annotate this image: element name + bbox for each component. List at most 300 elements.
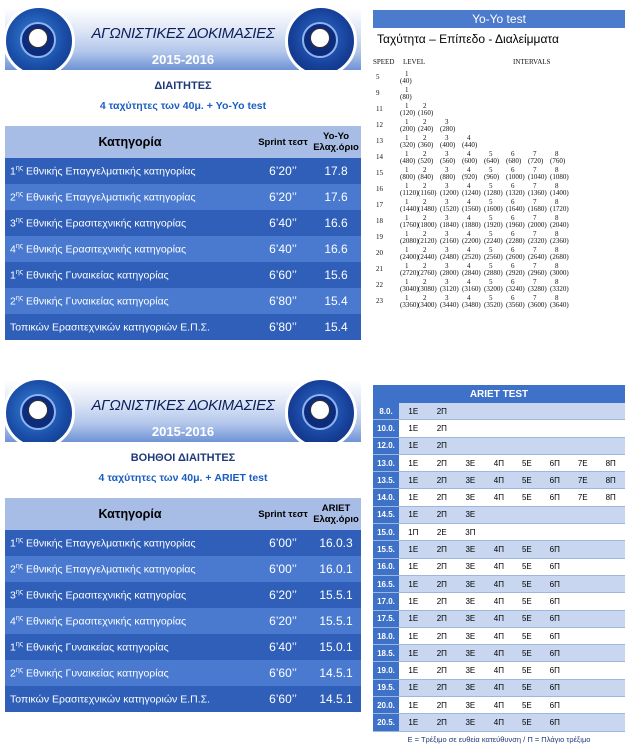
category-ordinal: 1 xyxy=(10,641,16,654)
ariet-interval: 6Π xyxy=(541,454,570,471)
yoyo-level-number: 6 xyxy=(511,150,515,158)
yoyo-distance: (1920) xyxy=(484,221,503,229)
table-row xyxy=(373,575,625,592)
ariet-interval: 2Π xyxy=(428,662,457,679)
banner-year: 2015-2016 xyxy=(151,52,215,67)
yoyo-level-number: 8 xyxy=(555,214,559,222)
ariet-interval: 6Π xyxy=(541,489,570,506)
minimum-level: 16.0.1 xyxy=(311,556,361,582)
yoyo-level-number: 4 xyxy=(467,134,471,142)
yoyo-distance: (920) xyxy=(462,173,478,181)
ariet-interval: 4Π xyxy=(485,593,514,610)
yoyo-level-number: 7 xyxy=(533,166,537,174)
ariet-interval: 6Π xyxy=(541,593,570,610)
yoyo-distance: (2600) xyxy=(506,253,525,261)
yoyo-level-number: 7 xyxy=(533,214,537,222)
sprint-time: 6’80’’ xyxy=(255,314,311,340)
yoyo-level-number: 5 xyxy=(489,246,493,254)
yoyo-distance: (2000) xyxy=(528,221,547,229)
yoyo-speed: 15 xyxy=(376,169,383,177)
yoyo-distance: (3040) xyxy=(400,285,419,293)
ariet-interval: 6Π xyxy=(541,541,570,558)
yoyo-distance: (2880) xyxy=(484,269,503,277)
yoyo-level-number: 2 xyxy=(423,278,427,286)
yoyo-distance: (1760) xyxy=(400,221,419,229)
yoyo-speed: 9 xyxy=(376,89,380,97)
yoyo-distance: (1000) xyxy=(506,173,525,181)
ariet-interval: 5Ε xyxy=(513,627,540,644)
assistant-referees-panel xyxy=(5,380,361,712)
minimum-level: 15.5.1 xyxy=(311,582,361,608)
yoyo-distance: (3520) xyxy=(484,301,503,309)
ariet-interval: 4Π xyxy=(485,472,514,489)
ariet-interval: 3Ε xyxy=(456,472,485,489)
yoyo-distance: (3200) xyxy=(484,285,503,293)
ariet-speed: 15.0. xyxy=(373,524,399,541)
yoyo-distance: (3360) xyxy=(400,301,419,309)
yoyo-speed: 14 xyxy=(376,153,383,161)
ariet-speed: 18.5. xyxy=(373,645,399,662)
yoyo-level-number: 2 xyxy=(423,182,427,190)
yoyo-level-number: 7 xyxy=(533,150,537,158)
yoyo-distance: (760) xyxy=(550,157,566,165)
ariet-interval: 1Ε xyxy=(399,489,428,506)
yoyo-distance: (2040) xyxy=(550,221,569,229)
yoyo-level-number: 3 xyxy=(445,214,449,222)
yoyo-distance: (1480) xyxy=(418,205,437,213)
ariet-interval: 4Π xyxy=(485,541,514,558)
yoyo-level-number: 2 xyxy=(423,294,427,302)
ariet-interval: 2Π xyxy=(428,420,457,437)
ariet-interval: 5Ε xyxy=(513,489,540,506)
ariet-interval: 5Ε xyxy=(513,610,540,627)
yoyo-level-number: 1 xyxy=(405,246,409,254)
sprint-time: 6’00’’ xyxy=(255,530,311,556)
yoyo-level-number: 1 xyxy=(405,166,409,174)
yoyo-distance: (240) xyxy=(418,125,434,133)
category-ordinal: 4 xyxy=(10,615,16,628)
category-ordinal: 3 xyxy=(10,589,16,602)
ariet-speed: 16.0. xyxy=(373,558,399,575)
ariet-interval xyxy=(569,506,596,523)
yoyo-distance: (1680) xyxy=(528,205,547,213)
ariet-speed: 14.0. xyxy=(373,489,399,506)
yoyo-level-number: 5 xyxy=(489,166,493,174)
yoyo-level-number: 4 xyxy=(467,198,471,206)
ariet-interval: 8Π xyxy=(596,472,625,489)
ariet-interval: 5Ε xyxy=(513,645,540,662)
table-row xyxy=(5,686,361,712)
yoyo-distance: (2520) xyxy=(462,253,481,261)
ariet-speed: 12.0. xyxy=(373,437,399,454)
yoyo-distance: (2720) xyxy=(400,269,419,277)
ariet-speed: 17.0. xyxy=(373,593,399,610)
ariet-interval: 2Π xyxy=(428,575,457,592)
sprint-time: 6’60’’ xyxy=(255,262,311,288)
ariet-interval: 5Ε xyxy=(513,714,540,731)
ariet-interval xyxy=(569,662,596,679)
yoyo-distance: (3440) xyxy=(440,301,459,309)
yoyo-level-number: 8 xyxy=(555,166,559,174)
yoyo-level-number: 3 xyxy=(445,166,449,174)
yoyo-title: Yo-Yo test xyxy=(373,10,625,28)
yoyo-distance: (1800) xyxy=(418,221,437,229)
sprint-time: 6’20’’ xyxy=(255,582,311,608)
yoyo-level-number: 2 xyxy=(423,262,427,270)
ariet-interval: 3Ε xyxy=(456,627,485,644)
ariet-interval: 6Π xyxy=(541,610,570,627)
yoyo-level-number: 7 xyxy=(533,230,537,238)
yoyo-distance: (2920) xyxy=(506,269,525,277)
ariet-interval: 1Ε xyxy=(399,403,428,420)
ariet-interval: 6Π xyxy=(541,697,570,714)
ariet-interval: 6Π xyxy=(541,627,570,644)
yoyo-level-number: 2 xyxy=(423,150,427,158)
category-label: Εθνικής Ερασιτεχνικής κατηγορίας xyxy=(23,217,187,230)
category-ordinal: 2 xyxy=(10,563,16,576)
yoyo-header-level: LEVEL xyxy=(403,58,426,66)
ariet-interval: 2Π xyxy=(428,506,457,523)
minimum-level: 14.5.1 xyxy=(311,686,361,712)
ariet-interval: 2Π xyxy=(428,593,457,610)
category-label: Εθνικής Ερασιτεχνικής κατηγορίας xyxy=(23,589,187,602)
ariet-interval: 3Ε xyxy=(456,645,485,662)
ariet-interval xyxy=(596,610,625,627)
yoyo-distance: (3600) xyxy=(528,301,547,309)
ariet-speed: 15.5. xyxy=(373,541,399,558)
ariet-interval: 5Ε xyxy=(513,472,540,489)
ariet-title: ARIET TEST xyxy=(373,385,625,403)
yoyo-level-number: 8 xyxy=(555,278,559,286)
ariet-interval: 4Π xyxy=(485,645,514,662)
category-label: Εθνικής Γυναικείας κατηγορίας xyxy=(23,667,169,680)
ariet-interval xyxy=(596,697,625,714)
yoyo-level-number: 6 xyxy=(511,166,515,174)
category-ordinal-suffix: ης xyxy=(15,562,24,570)
yoyo-level-number: 5 xyxy=(489,150,493,158)
yoyo-speed: 5 xyxy=(376,73,380,81)
yoyo-level-number: 2 xyxy=(423,230,427,238)
sprint-time: 6’60’’ xyxy=(255,686,311,712)
table-row xyxy=(5,608,361,634)
category-ordinal: 2 xyxy=(10,191,16,204)
ariet-interval: 5Ε xyxy=(513,541,540,558)
yoyo-level-number: 6 xyxy=(511,182,515,190)
yoyo-level-number: 8 xyxy=(555,230,559,238)
category-name xyxy=(5,686,255,712)
sprint-time: 6’20’’ xyxy=(255,158,311,184)
yoyo-level-number: 3 xyxy=(445,262,449,270)
yoyo-level-number: 5 xyxy=(489,230,493,238)
yoyo-level-number: 5 xyxy=(489,182,493,190)
yoyo-level-number: 8 xyxy=(555,246,559,254)
category-name xyxy=(5,288,255,314)
yoyo-distance: (3240) xyxy=(506,285,525,293)
yoyo-distance: (3280) xyxy=(528,285,547,293)
col-sprint: Sprint τεστ xyxy=(255,498,311,530)
ariet-interval: 5Ε xyxy=(513,679,540,696)
yoyo-level-number: 3 xyxy=(445,230,449,238)
yoyo-distance: (2800) xyxy=(440,269,459,277)
ariet-interval: 4Π xyxy=(485,489,514,506)
yoyo-distance: (2440) xyxy=(418,253,437,261)
yoyo-distance: (40) xyxy=(400,77,412,85)
ariet-interval: 2Π xyxy=(428,558,457,575)
ariet-interval xyxy=(569,524,596,541)
ariet-speed: 8.0. xyxy=(373,403,399,420)
category-ordinal-suffix: ης xyxy=(15,536,24,544)
category-ordinal-suffix: ης xyxy=(15,588,24,596)
ariet-interval xyxy=(456,403,485,420)
yoyo-distance: (1160) xyxy=(418,189,437,197)
ariet-interval: 6Π xyxy=(541,714,570,731)
yoyo-level-number: 1 xyxy=(405,70,409,78)
table-row xyxy=(373,697,625,714)
banner xyxy=(5,8,361,70)
table-row xyxy=(373,403,625,420)
yoyo-level-number: 5 xyxy=(489,214,493,222)
category-ordinal-suffix: ης xyxy=(15,640,24,648)
ariet-interval xyxy=(596,627,625,644)
ariet-interval: 4Π xyxy=(485,697,514,714)
yoyo-distance: (3120) xyxy=(440,285,459,293)
yoyo-level-number: 8 xyxy=(555,198,559,206)
yoyo-distance: (1280) xyxy=(484,189,503,197)
yoyo-distance: (520) xyxy=(418,157,434,165)
yoyo-level-number: 5 xyxy=(489,198,493,206)
table-row xyxy=(373,558,625,575)
yoyo-level-number: 1 xyxy=(405,118,409,126)
yoyo-distance: (1560) xyxy=(462,205,481,213)
yoyo-distance: (2640) xyxy=(528,253,547,261)
table-row xyxy=(373,541,625,558)
ariet-interval: 2Π xyxy=(428,627,457,644)
yoyo-level-number: 6 xyxy=(511,294,515,302)
ariet-interval xyxy=(485,506,514,523)
yoyo-header-speed: SPEED xyxy=(373,58,395,66)
yoyo-distance: (2840) xyxy=(462,269,481,277)
ariet-interval: 4Π xyxy=(485,714,514,731)
table-row xyxy=(5,634,361,660)
ariet-interval: 5Ε xyxy=(513,662,540,679)
ariet-interval: 1Ε xyxy=(399,506,428,523)
ariet-interval xyxy=(569,714,596,731)
ariet-interval: 3Ε xyxy=(456,506,485,523)
category-ordinal-suffix: ης xyxy=(15,216,24,224)
yoyo-distance: (3560) xyxy=(506,301,525,309)
category-label: Τοπικών Ερασιτεχνικών κατηγοριών Ε.Π.Σ. xyxy=(10,693,211,706)
table-row xyxy=(373,437,625,454)
yoyo-level-number: 6 xyxy=(511,278,515,286)
ariet-interval: 4Π xyxy=(485,575,514,592)
yoyo-speed: 11 xyxy=(376,105,383,113)
yoyo-distance: (1040) xyxy=(528,173,547,181)
ariet-speed: 20.0. xyxy=(373,697,399,714)
sprint-time: 6’20’’ xyxy=(255,184,311,210)
ariet-interval: 3Π xyxy=(456,524,485,541)
ariet-interval: 6Π xyxy=(541,679,570,696)
yoyo-distance: (440) xyxy=(462,141,478,149)
yoyo-distance: (640) xyxy=(484,157,500,165)
ariet-interval: 4Π xyxy=(485,627,514,644)
ariet-interval: 2Π xyxy=(428,610,457,627)
yoyo-distance: (2480) xyxy=(440,253,459,261)
ariet-interval: 2Ε xyxy=(428,524,457,541)
sprint-time: 6’40’’ xyxy=(255,210,311,236)
ariet-speed: 16.5. xyxy=(373,575,399,592)
table-row xyxy=(5,262,361,288)
yoyo-level-number: 3 xyxy=(445,182,449,190)
yoyo-distance: (2240) xyxy=(484,237,503,245)
yoyo-distance: (3480) xyxy=(462,301,481,309)
ariet-interval: 8Π xyxy=(596,489,625,506)
yoyo-level-number: 2 xyxy=(423,134,427,142)
yoyo-distance: (1640) xyxy=(506,205,525,213)
ariet-interval: 5Ε xyxy=(513,697,540,714)
yoyo-level-number: 1 xyxy=(405,294,409,302)
yoyo-level-number: 1 xyxy=(405,86,409,94)
minimum-level: 17.8 xyxy=(311,158,361,184)
category-ordinal-suffix: ης xyxy=(15,666,24,674)
ariet-interval xyxy=(513,506,540,523)
category-label: Εθνικής Επαγγελματικής κατηγορίας xyxy=(23,165,196,178)
ariet-interval xyxy=(513,403,540,420)
sprint-time: 6’60’’ xyxy=(255,660,311,686)
table-row xyxy=(5,556,361,582)
ariet-interval xyxy=(485,524,514,541)
yoyo-distance: (3640) xyxy=(550,301,569,309)
ariet-interval: 5Ε xyxy=(513,454,540,471)
category-name xyxy=(5,556,255,582)
category-ordinal: 1 xyxy=(10,269,16,282)
ariet-interval xyxy=(513,524,540,541)
ariet-interval xyxy=(513,437,540,454)
category-ordinal-suffix: ης xyxy=(15,190,24,198)
yoyo-distance: (3320) xyxy=(550,285,569,293)
ariet-interval: 1Ε xyxy=(399,437,428,454)
ariet-interval: 7Ε xyxy=(569,454,596,471)
sprint-time: 6’40’’ xyxy=(255,634,311,660)
yoyo-level-number: 3 xyxy=(445,150,449,158)
minimum-level: 15.4 xyxy=(311,288,361,314)
ariet-interval: 3Ε xyxy=(456,662,485,679)
category-label: Εθνικής Ερασιτεχνικής κατηγορίας xyxy=(23,615,187,628)
yoyo-distance: (1880) xyxy=(462,221,481,229)
category-ordinal: 1 xyxy=(10,537,16,550)
ariet-interval: 3Ε xyxy=(456,714,485,731)
ariet-speed: 13.0. xyxy=(373,454,399,471)
category-label: Εθνικής Γυναικείας κατηγορίας xyxy=(23,295,169,308)
ariet-interval: 3Ε xyxy=(456,489,485,506)
yoyo-level-number: 4 xyxy=(467,166,471,174)
ariet-interval: 6Π xyxy=(541,472,570,489)
table-row xyxy=(5,184,361,210)
yoyo-level-number: 4 xyxy=(467,230,471,238)
ariet-interval: 2Π xyxy=(428,454,457,471)
ariet-speed: 13.5. xyxy=(373,472,399,489)
ariet-test-section xyxy=(373,385,625,744)
ariet-interval: 5Ε xyxy=(513,575,540,592)
ariet-interval xyxy=(485,420,514,437)
yoyo-distance: (1440) xyxy=(400,205,419,213)
table-row xyxy=(5,288,361,314)
yoyo-level-number: 1 xyxy=(405,134,409,142)
ariet-interval: 4Π xyxy=(485,679,514,696)
yoyo-level-number: 4 xyxy=(467,246,471,254)
category-name xyxy=(5,530,255,556)
table-row xyxy=(5,210,361,236)
ariet-interval: 1Ε xyxy=(399,610,428,627)
ariet-interval xyxy=(596,506,625,523)
yoyo-level-number: 6 xyxy=(511,246,515,254)
ariet-interval: 3Ε xyxy=(456,697,485,714)
ariet-interval xyxy=(513,420,540,437)
yoyo-level-number: 3 xyxy=(445,246,449,254)
category-name xyxy=(5,210,255,236)
ariet-interval: 7Ε xyxy=(569,489,596,506)
yoyo-level-number: 2 xyxy=(423,102,427,110)
minimum-level: 15.0.1 xyxy=(311,634,361,660)
ariet-legend: Ε = Τρέξιμο σε ευθεία κατεύθυνση / Π = Πλάγιο τρέξιμο xyxy=(407,734,591,744)
yoyo-distance: (1080) xyxy=(550,173,569,181)
banner-title: ΑΓΩΝΙΣΤΙΚΕΣ ΔΟΚΙΜΑΣΙΕΣ xyxy=(91,397,275,414)
category-label: Εθνικής Ερασιτεχνικής κατηγορίας xyxy=(23,243,187,256)
yoyo-distance: (2280) xyxy=(506,237,525,245)
table-row xyxy=(373,489,625,506)
yoyo-distance: (360) xyxy=(418,141,434,149)
category-name xyxy=(5,314,255,340)
yoyo-distance: (1720) xyxy=(550,205,569,213)
minimum-level: 15.5.1 xyxy=(311,608,361,634)
yoyo-distance: (2360) xyxy=(550,237,569,245)
yoyo-distance: (2320) xyxy=(528,237,547,245)
yoyo-distance: (2080) xyxy=(400,237,419,245)
ariet-interval: 1Ε xyxy=(399,472,428,489)
yoyo-distance: (1200) xyxy=(440,189,459,197)
table-row xyxy=(5,660,361,686)
yoyo-level-number: 5 xyxy=(489,294,493,302)
ariet-interval: 6Π xyxy=(541,662,570,679)
ariet-interval xyxy=(569,679,596,696)
category-name xyxy=(5,608,255,634)
category-ordinal: 1 xyxy=(10,165,16,178)
ariet-interval xyxy=(596,420,625,437)
category-label: Εθνικής Γυναικείας κατηγορίας xyxy=(23,641,169,654)
ariet-interval: 3Ε xyxy=(456,679,485,696)
ariet-speed: 17.5. xyxy=(373,610,399,627)
yoyo-level-number: 3 xyxy=(445,278,449,286)
yoyo-distance: (600) xyxy=(462,157,478,165)
yoyo-level-number: 7 xyxy=(533,294,537,302)
ariet-interval: 2Π xyxy=(428,437,457,454)
yoyo-distance: (800) xyxy=(400,173,416,181)
category-name xyxy=(5,158,255,184)
sprint-time: 6’00’’ xyxy=(255,556,311,582)
table-row xyxy=(373,420,625,437)
ariet-speed: 20.5. xyxy=(373,714,399,731)
table-row xyxy=(373,679,625,696)
yoyo-level-number: 7 xyxy=(533,278,537,286)
ariet-interval xyxy=(569,558,596,575)
table-row xyxy=(373,593,625,610)
ariet-interval xyxy=(596,662,625,679)
ariet-interval: 7Ε xyxy=(569,472,596,489)
yoyo-level-number: 8 xyxy=(555,182,559,190)
ariet-interval: 1Ε xyxy=(399,627,428,644)
yoyo-subtitle: Ταχύτητα – Επίπεδο - Διαλείμματα xyxy=(377,32,559,46)
yoyo-speed: 19 xyxy=(376,233,383,241)
yoyo-level-number: 4 xyxy=(467,278,471,286)
